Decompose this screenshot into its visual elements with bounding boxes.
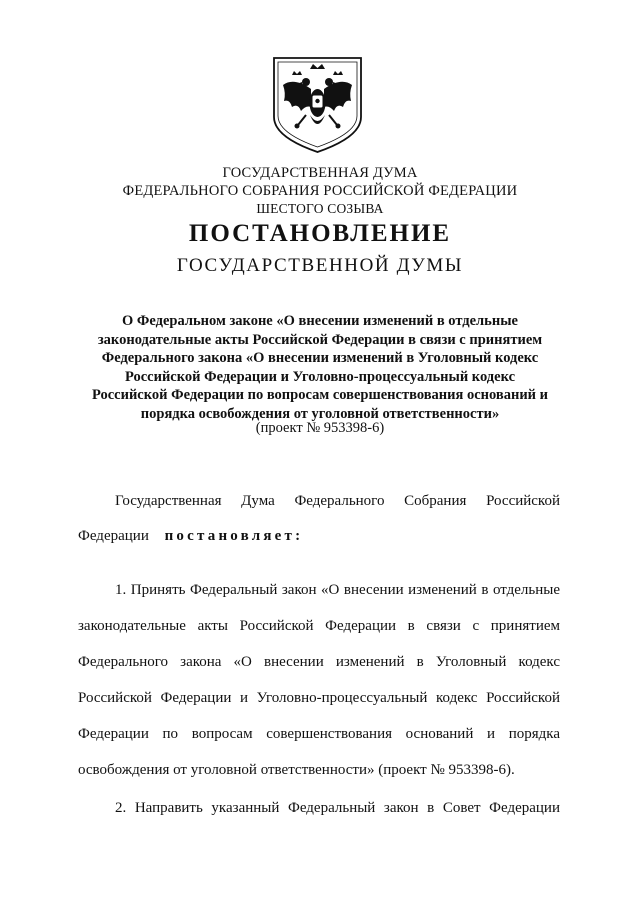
para1-line: Федерального закона «О внесении изменений в Уголовный кодекс [78, 654, 560, 670]
header-federal-assembly: ФЕДЕРАЛЬНОГО СОБРАНИЯ РОССИЙСКОЙ ФЕДЕРАЦИИ [122, 183, 518, 199]
para1-line: 1. Принять Федеральный закон «О внесении изменений в отдельные [115, 582, 560, 598]
project-number: (проект № 953398-6) [255, 420, 385, 436]
intro-line-1: Государственная Дума Федерального Собрания Российской [115, 493, 560, 509]
subject-line: порядка освобождения от уголовной ответственности» [140, 405, 500, 422]
para1-line: освобождения от уголовной ответственности» (проект № 953398-6). [78, 762, 515, 778]
subject-line: Федерального закона «О внесении изменений в Уголовный кодекс [101, 350, 539, 366]
header-convocation: ШЕСТОГО СОЗЫВА [256, 201, 384, 216]
coat-of-arms-emblem [270, 55, 365, 155]
para1-line: Федерации по вопросам совершенствования оснований и порядка [78, 726, 560, 742]
subject-line: Российской Федерации и Уголовно-процессуальный кодекс [124, 368, 516, 385]
subject-line: О Федеральном законе «О внесении изменений в отдельные [122, 313, 518, 329]
para1-line: Российской Федерации и Уголовно-процессуальный кодекс Российской [78, 690, 560, 706]
document-subtitle: ГОСУДАРСТВЕННОЙ ДУМЫ [176, 255, 464, 276]
para1-line: законодательные акты Российской Федерации в связи с принятием [78, 618, 560, 634]
subject-line: законодательные акты Российской Федерации в связи с принятием [97, 331, 543, 348]
intro-federation: Федерации [78, 528, 149, 544]
document-title: ПОСТАНОВЛЕНИЕ [188, 220, 452, 247]
document-subject [70, 312, 570, 423]
para2-line: 2. Направить указанный Федеральный закон в Совет Федерации [115, 800, 560, 816]
intro-line-2 [78, 528, 560, 545]
resolves-word: постановляет: [164, 528, 304, 544]
header-duma: ГОСУДАРСТВЕННАЯ ДУМА [222, 165, 418, 181]
subject-line: Российской Федерации по вопросам совершенствования оснований и [91, 387, 549, 403]
